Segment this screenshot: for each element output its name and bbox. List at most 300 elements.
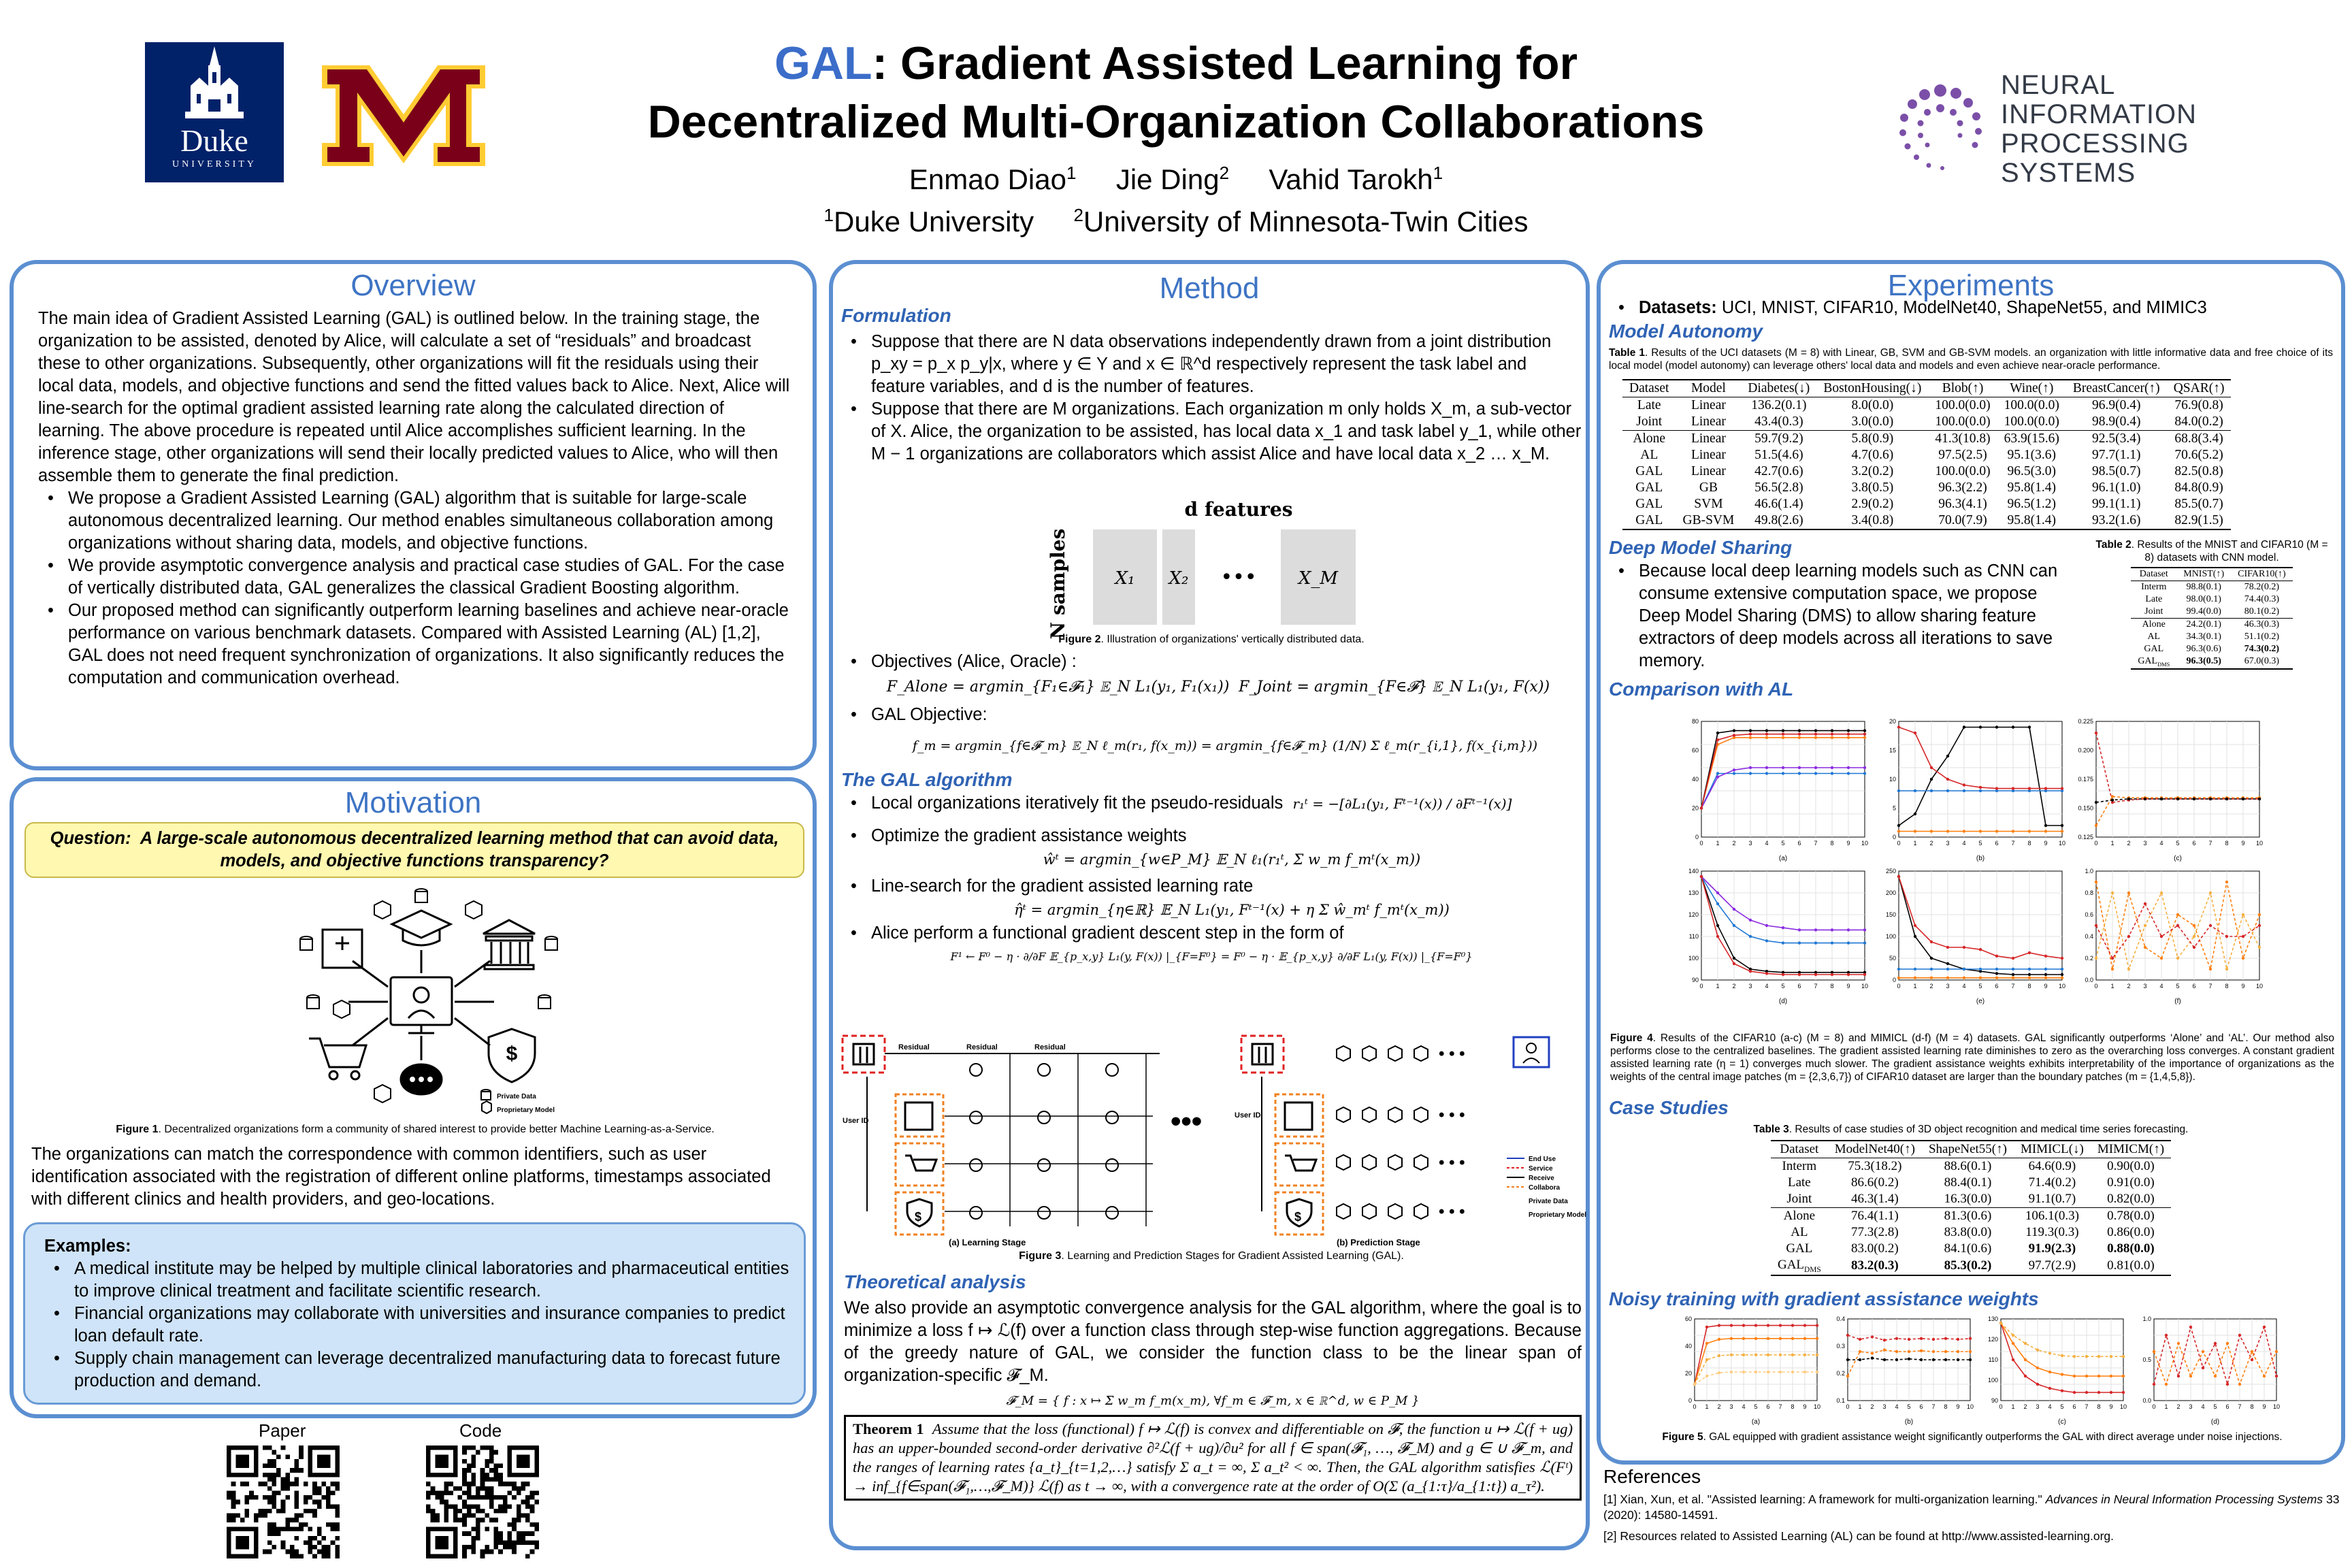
dms-list bbox=[1609, 560, 2078, 672]
mini-plot-point bbox=[1791, 1371, 1794, 1373]
mini-plot-tick: 40 bbox=[1691, 776, 1699, 783]
svg-text:$: $ bbox=[506, 1043, 518, 1065]
table-cell: 83.8(0.0) bbox=[1944, 1225, 1992, 1239]
mini-plot-point bbox=[1782, 926, 1784, 929]
title-gal: GAL bbox=[774, 37, 872, 89]
dms-heading: Deep Model Sharing bbox=[1609, 537, 1793, 558]
mini-plot-point bbox=[1963, 968, 1965, 970]
datasets-item bbox=[1609, 297, 2333, 319]
table-cell: 46.6(1.4) bbox=[1754, 497, 1803, 511]
mini-plot-point bbox=[2189, 1326, 2192, 1328]
mini-plot-tick: 8 bbox=[2027, 983, 2031, 990]
table-cell: 76.9(0.8) bbox=[2174, 398, 2223, 412]
mini-plot-point bbox=[1716, 775, 1719, 778]
mini-plot-point bbox=[1718, 1324, 1720, 1326]
table-cell: Linear bbox=[1690, 414, 1726, 429]
table-cell: AL bbox=[2147, 632, 2161, 642]
table-header-cell: ShapeNet55(↑) bbox=[1922, 1141, 2014, 1158]
table-cell: 34.3(0.1) bbox=[2186, 632, 2221, 642]
fig2-xm: X_M bbox=[1298, 568, 1339, 589]
table-header-cell: MIMICL(↓) bbox=[2014, 1141, 2091, 1158]
mini-plot-point bbox=[1963, 789, 1965, 792]
duke-wordmark: Duke bbox=[180, 123, 248, 158]
mini-plot-tick: 90 bbox=[1691, 977, 1699, 983]
mini-plot-tick: 1 bbox=[1705, 1403, 1709, 1410]
author-aff: 1 bbox=[1066, 163, 1077, 183]
mini-plot-point bbox=[2048, 1387, 2051, 1390]
mini-plot-tick: 7 bbox=[1814, 983, 1818, 990]
mini-plot-point bbox=[2024, 1375, 2027, 1377]
figure-2-caption bbox=[837, 633, 1586, 647]
mini-plot-point bbox=[1693, 1383, 1696, 1386]
mini-plot-point bbox=[2044, 830, 2047, 832]
mini-plot-tick: 7 bbox=[2238, 1403, 2242, 1410]
mini-plot-point bbox=[2024, 1342, 2027, 1345]
mini-plot-point bbox=[1979, 830, 1982, 832]
mini-plot-point bbox=[2028, 977, 2031, 979]
mini-plot-tick: 9 bbox=[2241, 983, 2245, 990]
mini-plot-point bbox=[2225, 935, 2228, 938]
mini-plot-point bbox=[1932, 1358, 1935, 1361]
mini-plot-tick: 150 bbox=[1885, 911, 1896, 918]
mini-plot-point bbox=[1749, 772, 1752, 774]
mini-plot-point bbox=[1831, 928, 1833, 931]
mini-plot-point bbox=[1979, 977, 1982, 979]
table3-caption bbox=[1609, 1123, 2333, 1136]
mini-plot-point bbox=[1847, 736, 1850, 739]
mini-plot-point bbox=[1718, 1354, 1720, 1357]
mini-plot-point bbox=[1883, 1358, 1886, 1361]
mini-plot-point bbox=[1863, 766, 1866, 769]
table-cell: 97.7(2.9) bbox=[2014, 1257, 2091, 1275]
mini-plot-tick: 9 bbox=[2044, 840, 2048, 847]
poster-header bbox=[0, 0, 2352, 245]
table-cell: 99.4(0.0) bbox=[2186, 606, 2221, 617]
mini-plot-tick: 0 bbox=[1897, 983, 1901, 990]
mini-plot-point bbox=[1765, 772, 1768, 774]
mini-plot-point bbox=[1930, 778, 1933, 781]
mini-plot-tick: 90 bbox=[1991, 1397, 1998, 1404]
mini-plot-point bbox=[1897, 789, 1900, 792]
mini-plot-point bbox=[1914, 935, 1916, 938]
qr-paper-label: Paper bbox=[259, 1420, 306, 1441]
mini-plot-point bbox=[2251, 1350, 2253, 1353]
mini-plot-label: (d) bbox=[2210, 1418, 2220, 1426]
mini-plot-tick: 20 bbox=[1691, 804, 1699, 812]
mini-plot-point bbox=[1908, 1358, 1910, 1360]
mini-plot-point bbox=[1859, 1350, 1861, 1353]
mini-plot-tick: 6 bbox=[1797, 840, 1801, 847]
table-row bbox=[2131, 619, 2292, 632]
mini-plot-point bbox=[2209, 968, 2212, 970]
table-cell: Late bbox=[1637, 398, 1661, 412]
mini-plot-point bbox=[1908, 1350, 1910, 1353]
mini-plot-point bbox=[1863, 733, 1866, 736]
mini-plot-point bbox=[2028, 787, 2031, 789]
author-aff: 2 bbox=[1219, 163, 1230, 183]
mini-plot-point bbox=[2061, 824, 2063, 827]
mini-plot-tick: 8 bbox=[2225, 983, 2229, 990]
mini-plot-point bbox=[1803, 1337, 1806, 1340]
mini-plot-tick: 6 bbox=[1766, 1403, 1770, 1410]
table-row bbox=[2131, 643, 2292, 655]
table-cell: 76.4(1.1) bbox=[1828, 1208, 1922, 1225]
mini-plot-point bbox=[2061, 1354, 2063, 1357]
mini-plot-point bbox=[1733, 924, 1735, 927]
mini-plot-point bbox=[1863, 772, 1866, 774]
table-cell: 98.8(0.1) bbox=[2186, 582, 2221, 592]
mini-plot-point bbox=[1803, 1354, 1806, 1356]
table-row bbox=[1771, 1191, 2171, 1208]
table-cell: 82.9(1.5) bbox=[2167, 512, 2232, 529]
mini-plot-point bbox=[1831, 772, 1833, 774]
mini-plot-tick: 5 bbox=[1781, 840, 1785, 847]
mini-plot-point bbox=[1847, 733, 1850, 736]
table-header-cell: Dataset bbox=[1622, 380, 1676, 397]
table-cell: 78.2(0.2) bbox=[2244, 582, 2280, 592]
mini-plot-tick: 4 bbox=[1962, 983, 1966, 990]
mini-plot-point bbox=[2189, 1375, 2192, 1377]
table-cell: Alone bbox=[1771, 1208, 1828, 1225]
mini-plot-point bbox=[1897, 968, 1900, 970]
mini-plot-point bbox=[1814, 928, 1817, 931]
mini-plot-tick: 5 bbox=[1978, 983, 1982, 990]
mini-plot-point bbox=[1946, 755, 1949, 757]
algorithm-step bbox=[841, 792, 1582, 815]
mini-plot-point bbox=[2263, 1375, 2266, 1377]
mini-plot-point bbox=[2012, 1334, 2014, 1337]
table-cell: 0.78(0.0) bbox=[2091, 1208, 2171, 1225]
table-cell: Interm bbox=[1782, 1159, 1817, 1173]
mini-plot-point bbox=[2275, 1350, 2278, 1353]
table-cell: 86.6(0.2) bbox=[1851, 1175, 1899, 1190]
mini-plot-tick: 4 bbox=[2048, 1403, 2052, 1410]
mini-plot-point bbox=[2061, 1389, 2063, 1392]
svg-text:• • •: • • • bbox=[1439, 1154, 1465, 1172]
mini-plot-point bbox=[1765, 736, 1768, 739]
table-row bbox=[1771, 1224, 2171, 1241]
table-row bbox=[1622, 463, 2231, 480]
table-cell: Alone bbox=[2131, 619, 2176, 632]
algorithm-steps bbox=[841, 922, 1582, 945]
mini-plot-point bbox=[1846, 1358, 1849, 1361]
ref-text: [2] Resources related to Assisted Learning (AL) can be found at http://www.assisted-learning.org. bbox=[1603, 1529, 2114, 1543]
mini-plot-tick: 3 bbox=[2189, 1403, 2193, 1410]
experiments-case bbox=[1609, 1096, 2333, 1311]
mini-plot-point bbox=[1895, 1358, 1898, 1361]
table-cell: 100.0(0.0) bbox=[1935, 398, 1991, 412]
mini-plot-point bbox=[2144, 798, 2146, 800]
mini-plot-tick: 100 bbox=[1987, 1377, 1998, 1384]
mini-plot-point bbox=[1914, 968, 1916, 970]
mini-plot-tick: 0.0 bbox=[2142, 1397, 2151, 1404]
mini-plot-tick: 20 bbox=[1684, 1370, 1692, 1377]
mini-plot-point bbox=[1969, 1350, 1972, 1353]
mini-plot-tick: 2 bbox=[2176, 1403, 2180, 1410]
mini-plot-point bbox=[2202, 1350, 2204, 1353]
table-row bbox=[2131, 606, 2292, 619]
mini-plot-point bbox=[2263, 1326, 2266, 1328]
mini-plot-point bbox=[1944, 1358, 1947, 1361]
mini-plot-tick: 4 bbox=[1895, 1403, 1899, 1410]
datasets-list bbox=[1609, 297, 2333, 319]
objectives-list bbox=[841, 651, 1582, 673]
mini-plot-tick: 6 bbox=[2225, 1403, 2230, 1410]
mini-plot-tick: 10 bbox=[1889, 776, 1896, 783]
table-cell: GB bbox=[1699, 480, 1718, 495]
mini-plot-point bbox=[1846, 1334, 1849, 1337]
mini-plot-tick: 2 bbox=[1929, 840, 1933, 847]
table-cell: Linear bbox=[1690, 464, 1726, 478]
mini-plot-point bbox=[1814, 772, 1817, 774]
question-box bbox=[24, 822, 804, 878]
table-header-cell: Blob(↑) bbox=[1928, 380, 1997, 397]
table-cell: 3.4(0.8) bbox=[1816, 512, 1928, 529]
mini-plot-point bbox=[1749, 970, 1752, 973]
table-cell: 0.81(0.0) bbox=[2091, 1257, 2171, 1275]
mini-plot-point bbox=[2095, 881, 2097, 883]
mini-plot-tick: 7 bbox=[2208, 840, 2212, 847]
mini-plot-point bbox=[1765, 733, 1768, 736]
mini-plot-point bbox=[2275, 1375, 2278, 1377]
mini-plot-tick: 5 bbox=[1781, 983, 1785, 990]
table-row bbox=[1771, 1175, 2171, 1191]
mini-plot-label: (c) bbox=[2058, 1418, 2066, 1426]
mini-plot-point bbox=[2144, 902, 2146, 905]
fig3-legend-item: Receive bbox=[1529, 1175, 1554, 1182]
fig3-residual-3: Residual bbox=[1034, 1043, 1066, 1051]
table-header-cell: QSAR(↑) bbox=[2167, 380, 2232, 397]
mini-plot-tick: 0.175 bbox=[2078, 776, 2093, 783]
mini-plot-point bbox=[2073, 1391, 2076, 1394]
mini-plot-tick: 10 bbox=[2058, 840, 2066, 847]
aff-num: 2 bbox=[1073, 205, 1083, 225]
mini-plot-tick: 110 bbox=[1988, 1356, 1998, 1363]
table-cell: 63.9(15.6) bbox=[1997, 431, 2066, 448]
mini-plot-tick: 0.225 bbox=[2078, 718, 2093, 725]
formulation-heading: Formulation bbox=[841, 305, 951, 326]
mini-plot-point bbox=[1897, 977, 1900, 979]
mini-plot-point bbox=[1733, 962, 1735, 965]
mini-plot-point bbox=[1816, 1354, 1818, 1356]
table-cell: 70.6(5.2) bbox=[2174, 448, 2223, 462]
overview-bullets bbox=[38, 487, 795, 689]
mini-plot-point bbox=[2122, 1355, 2125, 1358]
mini-plot-tick: 0 bbox=[1699, 840, 1703, 847]
mini-plot-point bbox=[1995, 725, 1998, 728]
table-3-case-studies bbox=[1771, 1140, 2171, 1276]
mini-plot-tick: 250 bbox=[1885, 868, 1896, 875]
table-row bbox=[2131, 655, 2292, 669]
table-row bbox=[1622, 480, 2231, 496]
mini-plot-point bbox=[2095, 824, 2097, 827]
alg-b4-math: F¹ ← F⁰ − η · ∂/∂F 𝔼_{p_x,y} L₁(y, F(x)) |_{F=F⁰} = F⁰ − η · 𝔼_{p_x,y} ∂/∂F L₁(y, F(x)) |_{F=F⁰} bbox=[950, 950, 1473, 963]
mini-plot-tick: 9 bbox=[2044, 983, 2048, 990]
mini-plot-point bbox=[1920, 1358, 1923, 1361]
mini-plot-point bbox=[1742, 1371, 1745, 1373]
fig3-learning-label: (a) Learning Stage bbox=[949, 1237, 1026, 1247]
mini-plot-tick: 60 bbox=[1691, 747, 1699, 754]
mini-plot-point bbox=[1995, 955, 1998, 958]
fig3-legend-item: End Use bbox=[1529, 1156, 1556, 1163]
table-cell: 64.6(0.9) bbox=[2028, 1159, 2076, 1173]
mini-plot-tick: 0 bbox=[2152, 1403, 2156, 1410]
mini-plot-point bbox=[2225, 881, 2228, 883]
examples-title: Examples: bbox=[44, 1237, 131, 1256]
table-cell: 96.3(4.1) bbox=[1938, 497, 1987, 511]
noisy-heading: Noisy training with gradient assistance weights bbox=[1609, 1288, 2039, 1309]
ref-text: 33 (2020): 14580-14591. bbox=[1603, 1492, 2340, 1522]
mini-plot-tick: 1 bbox=[1913, 840, 1917, 847]
mini-plot-tick: 3 bbox=[1946, 983, 1950, 990]
algorithm-steps bbox=[841, 875, 1582, 898]
mini-plot-tick: 8 bbox=[1830, 840, 1834, 847]
table-row bbox=[1622, 512, 2231, 529]
mini-plot-point bbox=[2012, 725, 2014, 728]
mini-plot-tick: 6 bbox=[1797, 983, 1801, 990]
mini-plot-point bbox=[2111, 892, 2114, 894]
mini-plot-tick: 3 bbox=[1748, 983, 1752, 990]
mini-plot-point bbox=[1963, 977, 1965, 979]
table-cell: Alone bbox=[1622, 431, 1676, 448]
mini-plot-point bbox=[1883, 1339, 1886, 1341]
table-header-cell: MIMICM(↑) bbox=[2091, 1141, 2171, 1158]
table-cell: 95.8(1.4) bbox=[1997, 512, 2066, 529]
table-cell: 3.0(0.0) bbox=[1851, 414, 1894, 429]
mini-plot-tick: 10 bbox=[2119, 1403, 2127, 1410]
mini-plot-tick: 0.0 bbox=[2085, 977, 2093, 983]
table-cell: 0.82(0.0) bbox=[2107, 1192, 2155, 1206]
mini-plot-point bbox=[2226, 1383, 2229, 1386]
mini-plot-point bbox=[2258, 946, 2261, 949]
table-cell: 75.3(18.2) bbox=[1848, 1159, 1902, 1173]
mini-plot-point bbox=[1767, 1371, 1769, 1373]
figure-3-caption bbox=[837, 1250, 1586, 1263]
table-row bbox=[2131, 631, 2292, 643]
table-cell: 98.9(0.4) bbox=[2092, 414, 2141, 429]
svg-text:• • •: • • • bbox=[1439, 1203, 1465, 1221]
mini-plot-point bbox=[2044, 824, 2047, 827]
mini-plot-tick: 10 bbox=[1966, 1403, 1974, 1410]
table-cell: $GAL_{DMS}$ bbox=[2131, 655, 2176, 669]
mini-plot-point bbox=[2177, 1342, 2180, 1345]
mini-plot-tick: 6 bbox=[1919, 1403, 1923, 1410]
table-cell: 96.1(1.0) bbox=[2092, 480, 2141, 495]
figure-1-organizations bbox=[293, 885, 565, 1116]
mini-plot-tick: 4 bbox=[2201, 1403, 2205, 1410]
mini-plot-point bbox=[1765, 972, 1768, 975]
mini-plot-point bbox=[1920, 1350, 1923, 1352]
mini-plot-point bbox=[1798, 766, 1801, 769]
mini-plot-point bbox=[2097, 1391, 2100, 1394]
mini-plot-tick: 7 bbox=[1778, 1403, 1782, 1410]
mini-plot-tick: 2 bbox=[1732, 840, 1736, 847]
mini-plot-point bbox=[1963, 830, 1965, 832]
mini-plot-point bbox=[1914, 789, 1916, 792]
reference-item bbox=[1603, 1492, 2345, 1523]
theory-text: We also provide an asymptotic convergence analysis for the GAL algorithm, where the goal is to minimize a loss f ↦ ℒ(f) over a function class through step-wise function aggregations. Because of the greedy nature of GAL, we consider the function class to be the linear span of organization-specific 𝓕_M. bbox=[844, 1298, 1582, 1385]
mini-plot-tick: 5 bbox=[2213, 1403, 2217, 1410]
qr-paper[interactable] bbox=[227, 1446, 340, 1558]
mini-plot-point bbox=[1730, 1337, 1733, 1340]
dms-left bbox=[1609, 536, 2078, 672]
mini-plot-point bbox=[1846, 1375, 1849, 1377]
mini-plot-point bbox=[1816, 1324, 1818, 1326]
mini-plot-point bbox=[2238, 1383, 2241, 1386]
mini-plot-point bbox=[1716, 738, 1719, 741]
table-cell: 92.5(3.4) bbox=[2066, 431, 2167, 448]
mini-plot-point bbox=[2111, 968, 2114, 970]
poster-title bbox=[408, 34, 1944, 151]
mini-plot-tick: 8 bbox=[2097, 1403, 2101, 1410]
experiments-datasets bbox=[1609, 297, 2333, 702]
mini-plot-point bbox=[1779, 1337, 1782, 1340]
mini-plot-tick: 0 bbox=[1892, 834, 1896, 840]
table-cell: 83.0(0.2) bbox=[1851, 1241, 1899, 1256]
qr-code[interactable] bbox=[426, 1446, 539, 1558]
mini-plot-point bbox=[1946, 946, 1949, 949]
figure-4-caption bbox=[1610, 1032, 2334, 1083]
table-cell: SVM bbox=[1694, 497, 1723, 511]
mini-plot-tick: 8 bbox=[1944, 1403, 1948, 1410]
mini-plot-point bbox=[2127, 892, 2130, 894]
mini-plot-point bbox=[2073, 1355, 2076, 1358]
table-cell: 98.0(0.1) bbox=[2186, 594, 2221, 604]
table-cell: 42.7(0.6) bbox=[1754, 464, 1803, 478]
mini-plot-point bbox=[2044, 787, 2047, 789]
table-cell: Joint bbox=[2144, 606, 2163, 617]
references-title: References bbox=[1603, 1466, 1701, 1487]
mini-plot-point bbox=[2193, 924, 2195, 927]
table-row bbox=[1622, 431, 2231, 448]
aff-num: 1 bbox=[823, 205, 834, 225]
fig3-residual-2: Residual bbox=[966, 1043, 998, 1051]
mini-plot-point bbox=[1730, 1324, 1733, 1326]
table-row bbox=[1622, 496, 2231, 512]
mini-plot-point bbox=[2258, 913, 2261, 916]
table-cell: 8.0(0.0) bbox=[1851, 398, 1894, 412]
mini-plot-point bbox=[1957, 1358, 1959, 1361]
table-cell: 0.91(0.0) bbox=[2107, 1175, 2155, 1190]
mini-plot-point bbox=[1863, 941, 1866, 944]
table-cell: 100.0(0.0) bbox=[1935, 464, 1991, 478]
theorem-label: Theorem 1 bbox=[853, 1420, 924, 1437]
method-title: Method bbox=[1159, 272, 1260, 305]
table-cell: 99.1(1.1) bbox=[2092, 497, 2141, 511]
mini-plot-point bbox=[1863, 973, 1866, 976]
table-header-cell: Dataset bbox=[1771, 1141, 1828, 1158]
mini-plot-point bbox=[1963, 783, 1965, 786]
mini-plot-point bbox=[1995, 787, 1998, 789]
algorithm-steps bbox=[841, 825, 1582, 847]
mini-plot-point bbox=[1814, 733, 1817, 736]
alg-b2-math: ŵᵗ = argmin_{w∈P_M} 𝔼_N ℓ₁(r₁ᵗ, Σ w_m f_mᵗ(x_m)) bbox=[1043, 851, 1421, 868]
mini-plot-tick: 1 bbox=[1716, 983, 1720, 990]
mini-plot-tick: 5 bbox=[2176, 840, 2180, 847]
mini-plot-point bbox=[1749, 736, 1752, 739]
mini-plot-point bbox=[1897, 725, 1900, 728]
mini-plot-point bbox=[2202, 1367, 2204, 1369]
mini-plot-point bbox=[1930, 941, 1933, 943]
mini-plot-tick: 7 bbox=[2208, 983, 2212, 990]
mini-plot-tick: 130 bbox=[1688, 889, 1699, 896]
mini-plot-point bbox=[1716, 924, 1719, 927]
mini-plot-tick: 2 bbox=[1929, 983, 1933, 990]
mini-plot-tick: 5 bbox=[2176, 983, 2180, 990]
mini-plot-point bbox=[1765, 924, 1768, 927]
title-part2: Decentralized Multi-Organization Collaborations bbox=[647, 96, 1705, 148]
mini-plot-point bbox=[1798, 941, 1801, 944]
